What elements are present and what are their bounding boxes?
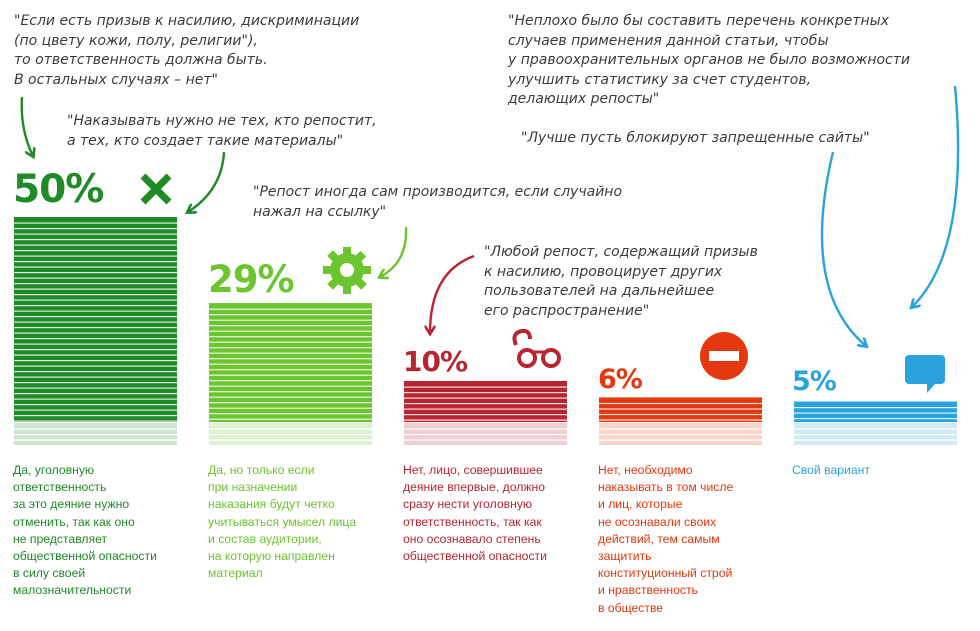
bar-fill: [14, 217, 177, 422]
bar-stripe: [209, 336, 372, 337]
bar-stripe: [209, 314, 372, 315]
bar-reflection-stripe: [14, 429, 177, 430]
bar-stripe: [14, 333, 177, 334]
bar-stripe: [404, 409, 567, 410]
bar-stripe: [14, 289, 177, 290]
bar-stripe: [209, 380, 372, 381]
bar-stripe: [209, 320, 372, 321]
bar-reflection-stripe: [404, 440, 567, 441]
bar-reflection-stripe: [404, 445, 567, 446]
bar-stripe: [209, 353, 372, 354]
bar-stripe: [209, 342, 372, 343]
bar-stripe: [209, 419, 372, 420]
bar-stripe: [14, 360, 177, 361]
quote-list-of-cases: "Неплохо было бы составить перечень конкретных случаев применения данной статьи, чтобы у правоохранительных органов не было возможности улучшить статистику за счет студентов, делающих репосты": [508, 13, 910, 107]
bar-caption-29: Да, но только если при назначении наказания будут четко учитываться умысел лица и состав аудитории, на которую направлен материал: [208, 463, 357, 581]
bar-stripe: [404, 420, 567, 421]
bar-reflection-stripe: [209, 445, 372, 446]
bar-1: [14, 217, 177, 446]
arrow-quote5-to-bar5: [912, 86, 958, 307]
bar-stripe: [14, 300, 177, 301]
bar-stripe: [14, 349, 177, 350]
arrow-quote6-to-bar5: [822, 152, 866, 346]
bar-stripe: [599, 419, 762, 420]
bar-stripe: [14, 355, 177, 356]
bar-reflection-stripe: [404, 429, 567, 430]
bar-stripe: [14, 272, 177, 273]
bar-stripe: [14, 245, 177, 246]
bar-reflection-stripe: [599, 434, 762, 435]
bar-reflection-stripe: [209, 429, 372, 430]
bar-5: [794, 402, 957, 447]
bar-stripe: [14, 366, 177, 367]
handcuffs-icon: [514, 331, 559, 366]
bar-stripe: [599, 414, 762, 415]
bar-stripe: [14, 404, 177, 405]
bar-stripe: [14, 239, 177, 240]
arrow-quote2-to-bar1: [188, 152, 224, 212]
bar-stripe: [209, 413, 372, 414]
bar-stripe: [599, 408, 762, 409]
bar-stripe: [209, 402, 372, 403]
quote-block-sites: "Лучше пусть блокируют запрещенные сайты": [521, 130, 870, 146]
bar-reflection-stripe: [14, 434, 177, 435]
bar-stripe: [209, 386, 372, 387]
bar-label-6: 6%: [598, 364, 642, 395]
bar-stripe: [14, 234, 177, 235]
bar-caption-6: Нет, необходимо наказывать в том числе и лиц, которые не осознавали своих действий, тем самым защитить конституционный строй и нравственность в обществе: [598, 463, 734, 615]
close-x-icon: [143, 176, 169, 202]
bar-reflection-stripe: [14, 440, 177, 441]
bar-reflection-stripe: [794, 440, 957, 441]
no-entry-icon: [700, 332, 748, 380]
bar-stripe: [14, 338, 177, 339]
arrow-quote1-to-bar1: [22, 97, 33, 156]
bar-stripe: [14, 377, 177, 378]
gear-icon: [323, 247, 371, 294]
bar-stripe: [14, 327, 177, 328]
bar-stripe: [14, 410, 177, 411]
bar-stripe: [14, 393, 177, 394]
bar-stripe: [14, 344, 177, 345]
bar-stripe: [794, 407, 957, 408]
bar-label-10: 10%: [403, 345, 468, 378]
bar-stripe: [404, 398, 567, 399]
bar-stripe: [209, 375, 372, 376]
bar-stripe: [14, 223, 177, 224]
bar-stripe: [14, 283, 177, 284]
bar-stripe: [209, 369, 372, 370]
bar-stripe: [209, 347, 372, 348]
bar-stripe: [14, 371, 177, 372]
arrow-quote3-to-bar2: [380, 227, 406, 277]
bar-reflection-stripe: [599, 440, 762, 441]
bar-stripe: [599, 403, 762, 404]
bar-stripe: [14, 305, 177, 306]
bar-3: [404, 381, 567, 446]
bar-stripe: [14, 311, 177, 312]
bar-caption-5: Свой вариант: [792, 463, 870, 477]
bar-reflection-stripe: [794, 434, 957, 435]
bar-stripe: [209, 391, 372, 392]
bar-fill: [209, 303, 372, 422]
bar-stripe: [14, 415, 177, 416]
bar-reflection-stripe: [209, 440, 372, 441]
bar-stripe: [14, 382, 177, 383]
bar-stripe: [209, 325, 372, 326]
bar-reflection-stripe: [599, 445, 762, 446]
quote-repost-provokes: "Любой репост, содержащий призыв к насилию, провоцирует других пользователей на дальнейшее его распространение": [484, 244, 758, 319]
speech-bubble-icon: [905, 355, 945, 393]
bar-2: [209, 303, 372, 446]
bar-stripe: [14, 278, 177, 279]
bar-reflection-stripe: [794, 429, 957, 430]
bar-stripe: [794, 418, 957, 419]
bar-stripe: [404, 392, 567, 393]
bar-4: [599, 397, 762, 446]
bar-reflection-stripe: [14, 445, 177, 446]
bar-label-50: 50%: [13, 167, 104, 212]
bar-reflection-stripe: [794, 445, 957, 446]
quote-punish-creators: "Наказывать нужно не тех, кто репостит, а тех, кто создает такие материалы": [67, 113, 377, 149]
bar-stripe: [404, 387, 567, 388]
bar-stripe: [14, 228, 177, 229]
bar-stripe: [14, 322, 177, 323]
bar-stripe: [14, 250, 177, 251]
bar-reflection-stripe: [404, 434, 567, 435]
bar-reflection-stripe: [599, 429, 762, 430]
arrow-quote4-to-bar3: [430, 256, 474, 333]
bar-stripe: [794, 413, 957, 414]
bar-stripe: [14, 388, 177, 389]
bar-stripe: [14, 399, 177, 400]
bar-stripe: [14, 256, 177, 257]
bar-fill: [599, 397, 762, 422]
bar-stripe: [209, 358, 372, 359]
bar-reflection-stripe: [209, 434, 372, 435]
bar-stripe: [209, 408, 372, 409]
bar-stripe: [209, 397, 372, 398]
bar-stripe: [14, 316, 177, 317]
bar-stripe: [209, 331, 372, 332]
bar-label-29: 29%: [208, 258, 294, 301]
bar-stripe: [404, 403, 567, 404]
quote-violence-discrimination: "Если есть призыв к насилию, дискриминации (по цвету кожи, полу, религии"), то ответственность должна быть. В остальных случаях – нет": [14, 13, 360, 88]
bar-stripe: [14, 294, 177, 295]
bar-stripe: [209, 364, 372, 365]
bar-stripe: [14, 267, 177, 268]
bar-stripe: [404, 414, 567, 415]
bar-stripe: [209, 309, 372, 310]
bar-label-5: 5%: [792, 366, 836, 397]
bar-caption-50: Да, уголовную ответственность за это деяние нужно отменить, так как оно не представляет общественной опасности в силу своей малозначительности: [13, 463, 157, 598]
quote-accidental-repost: "Репост иногда сам производится, если случайно нажал на ссылку": [253, 184, 623, 220]
bar-stripe: [14, 261, 177, 262]
bar-caption-10: Нет, лицо, совершившее деяние впервые, должно сразу нести уголовную ответственность, так как оно осознавало степень общественной опасности: [403, 463, 547, 564]
bar-stripe: [14, 421, 177, 422]
